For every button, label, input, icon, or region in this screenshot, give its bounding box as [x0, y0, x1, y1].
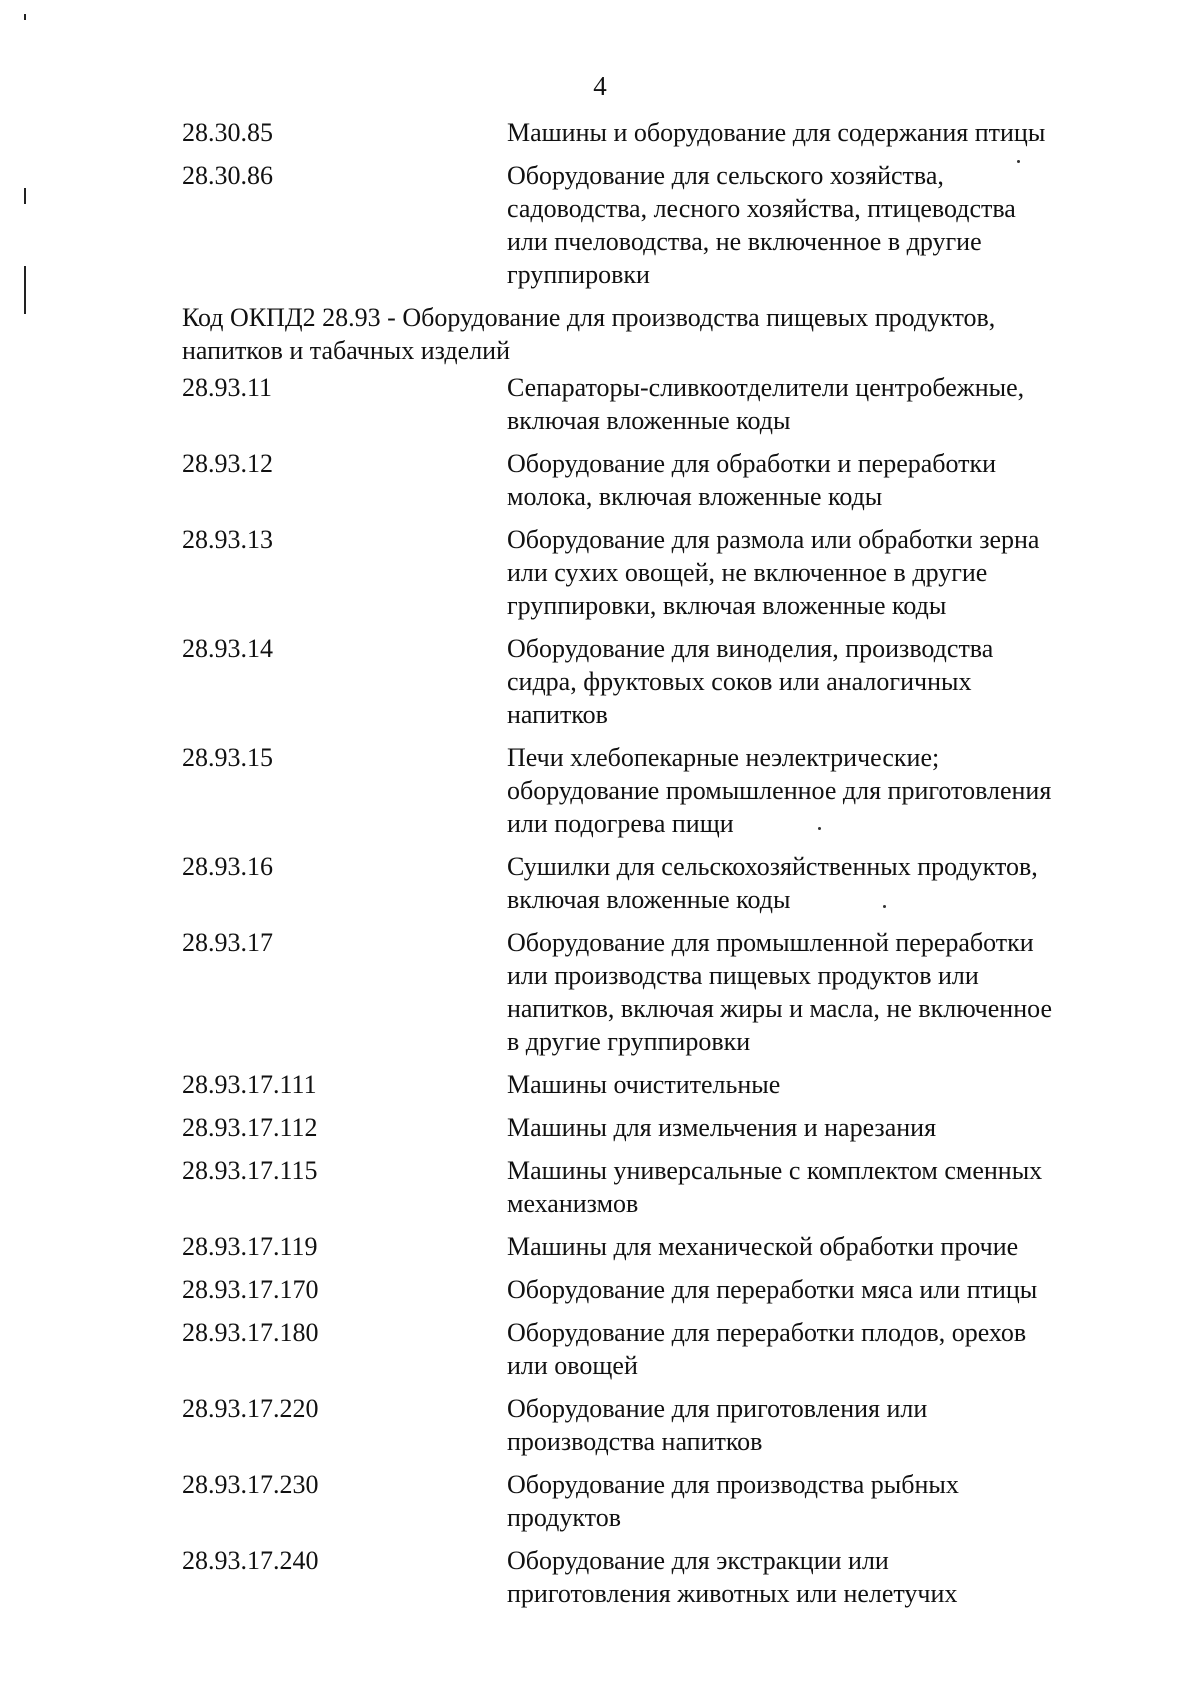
code-row	[182, 1068, 1122, 1101]
code-description: Машины для измельчения и нарезания	[507, 1113, 937, 1142]
okpd-code: 28.93.15	[182, 743, 273, 772]
code-row	[182, 1230, 1122, 1263]
code-row	[182, 1316, 1122, 1382]
code-row	[182, 523, 1122, 622]
document-body	[182, 116, 1122, 1620]
code-description: Машины очистительные	[507, 1070, 781, 1099]
okpd-code: 28.93.14	[182, 634, 273, 663]
okpd-code: 28.30.86	[182, 161, 273, 190]
okpd-code: 28.93.17.230	[182, 1470, 319, 1499]
margin-mark	[24, 266, 26, 314]
okpd-code: 28.93.11	[182, 373, 273, 402]
code-row	[182, 632, 1122, 731]
okpd-code: 28.30.85	[182, 118, 273, 147]
okpd-code: 28.93.17.119	[182, 1232, 318, 1261]
okpd-group-28-30	[182, 116, 1122, 291]
okpd-code: 28.93.17.240	[182, 1546, 319, 1575]
section-heading: Код ОКПД2 28.93 - Оборудование для производства пищевых продуктов, напитков и табачных изделий	[182, 303, 996, 365]
code-description: Печи хлебопекарные неэлектрические; оборудование промышленное для приготовления или подогрева пищи	[507, 743, 1052, 838]
okpd-group-28-93	[182, 371, 1122, 1610]
okpd-code: 28.93.17.111	[182, 1070, 317, 1099]
code-description: Оборудование для переработки плодов, орехов или овощей	[507, 1318, 1027, 1380]
okpd-code: 28.93.17.220	[182, 1394, 319, 1423]
code-row	[182, 1392, 1122, 1458]
code-description: Оборудование для приготовления или производства напитков	[507, 1394, 928, 1456]
code-row	[182, 1111, 1122, 1144]
okpd-code: 28.93.16	[182, 852, 273, 881]
code-row	[182, 447, 1122, 513]
code-description: Машины и оборудование для содержания птицы	[507, 118, 1046, 147]
okpd-code: 28.93.12	[182, 449, 273, 478]
code-description: Оборудование для виноделия, производства сидра, фруктовых соков или аналогичных напитков	[507, 634, 994, 729]
okpd-code: 28.93.17.115	[182, 1156, 318, 1185]
code-description: Оборудование для размола или обработки зерна или сухих овощей, не включенное в другие группировки, включая вложенные коды	[507, 525, 1040, 620]
code-row	[182, 741, 1122, 840]
margin-mark	[24, 14, 26, 20]
okpd-code: 28.93.17	[182, 928, 273, 957]
code-row	[182, 371, 1122, 437]
page-number: 4	[593, 71, 607, 101]
okpd-code: 28.93.13	[182, 525, 273, 554]
code-row	[182, 926, 1122, 1058]
code-description: Сепараторы-сливкоотделители центробежные, включая вложенные коды	[507, 373, 1025, 435]
margin-mark	[24, 188, 26, 204]
code-row	[182, 1468, 1122, 1534]
code-description: Оборудование для промышленной переработки или производства пищевых продуктов или напитков, включая жиры и масла, не включенное в другие группировки	[507, 928, 1052, 1056]
okpd-code: 28.93.17.112	[182, 1113, 318, 1142]
code-row	[182, 116, 1122, 149]
code-row	[182, 159, 1122, 291]
okpd-code: 28.93.17.180	[182, 1318, 319, 1347]
code-description: Оборудование для производства рыбных продуктов	[507, 1470, 959, 1532]
code-row	[182, 1273, 1122, 1306]
code-description: Оборудование для переработки мяса или птицы	[507, 1275, 1038, 1304]
code-description: Оборудование для обработки и переработки молока, включая вложенные коды	[507, 449, 997, 511]
code-row	[182, 1154, 1122, 1220]
code-description: Оборудование для экстракции или приготовления животных или нелетучих	[507, 1546, 958, 1608]
code-row	[182, 1544, 1122, 1610]
code-description: Сушилки для сельскохозяйственных продуктов, включая вложенные коды	[507, 852, 1038, 914]
code-description: Машины универсальные с комплектом сменных механизмов	[507, 1156, 1043, 1218]
code-description: Машины для механической обработки прочие	[507, 1232, 1019, 1261]
okpd-code: 28.93.17.170	[182, 1275, 319, 1304]
code-description: Оборудование для сельского хозяйства, садоводства, лесного хозяйства, птицеводства или пчеловодства, не включенное в другие группировки	[507, 161, 1016, 289]
code-row	[182, 850, 1122, 916]
